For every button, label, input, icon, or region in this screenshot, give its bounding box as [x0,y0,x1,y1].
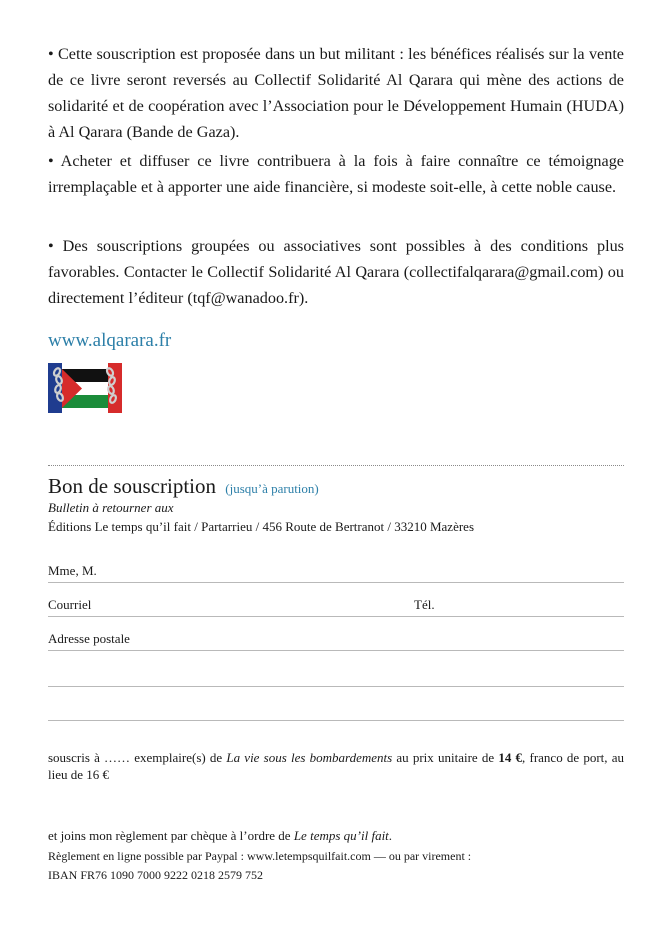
email-label: Courriel [48,597,92,612]
cheque-suffix: . [388,828,393,843]
form-return-label: Bulletin à retourner aux [48,500,174,515]
subscription-statement [48,749,624,783]
form-separator [48,465,624,466]
name-label: Mme, M. [48,563,97,578]
subscribe-suffix: , franco de port, au lieu de 16 € [48,750,625,782]
publisher-address: Éditions Le temps qu’il fait / Partarrieu / 456 Route de Bertranot / 33210 Mazères [48,519,475,534]
book-title: La vie sous les bombardements [226,750,393,765]
postal-address-line-2[interactable] [48,662,624,687]
form-title [48,474,319,499]
cheque-prefix: et joins mon règlement par chèque à l’ordre de [48,828,294,843]
subscribe-prefix: souscris à …… exemplaire(s) de [48,750,227,765]
form-title-note: (jusqu’à parution) [225,481,319,496]
intro-paragraph-purpose: • Cette souscription est proposée dans un but militant : les bénéfices réalisés sur la vente de ce livre seront reversés au Collectif Solidarité Al Qarara qui mène des actions de solidarité et de coopération avec l’Association pour le Développement Humain (HUDA) à Al Qarara (Bande de Gaza). [48,45,624,141]
form-title-text: Bon de souscription [48,474,216,498]
unit-price: 14 € [498,750,523,765]
email-phone-row[interactable] [48,594,624,617]
postal-address-label: Adresse postale [48,631,130,646]
name-field[interactable] [48,560,624,583]
intro-paragraph-support: • Acheter et diffuser ce livre contribuera à la fois à faire connaître ce témoignage irremplaçable et à apporter une aide financière, si modeste soit-elle, à cette noble cause. [48,152,624,196]
postal-address-line-3[interactable] [48,696,624,721]
iban-number: IBAN FR76 1090 7000 9222 0218 2579 752 [48,868,264,882]
solidarity-flag-logo [48,363,122,413]
website-link[interactable]: www.alqarara.fr [48,330,172,351]
postal-address-field[interactable] [48,628,624,651]
phone-label: Tél. [414,597,435,612]
cheque-payee: Le temps qu’il fait [293,828,389,843]
intro-paragraph-group-orders: • Des souscriptions groupées ou associatives sont possibles à des conditions plus favorables. Contacter le Collectif Solidarité Al Qarara (collectifalqarara@gmail.com) ou directement l’éditeur (tqf@wanadoo.fr). [48,237,624,307]
subscribe-middle: au prix unitaire de [392,750,499,765]
online-payment-info: Règlement en ligne possible par Paypal : www.letempsquilfait.com — ou par virement : [48,849,472,863]
cheque-payment-statement [48,827,624,844]
